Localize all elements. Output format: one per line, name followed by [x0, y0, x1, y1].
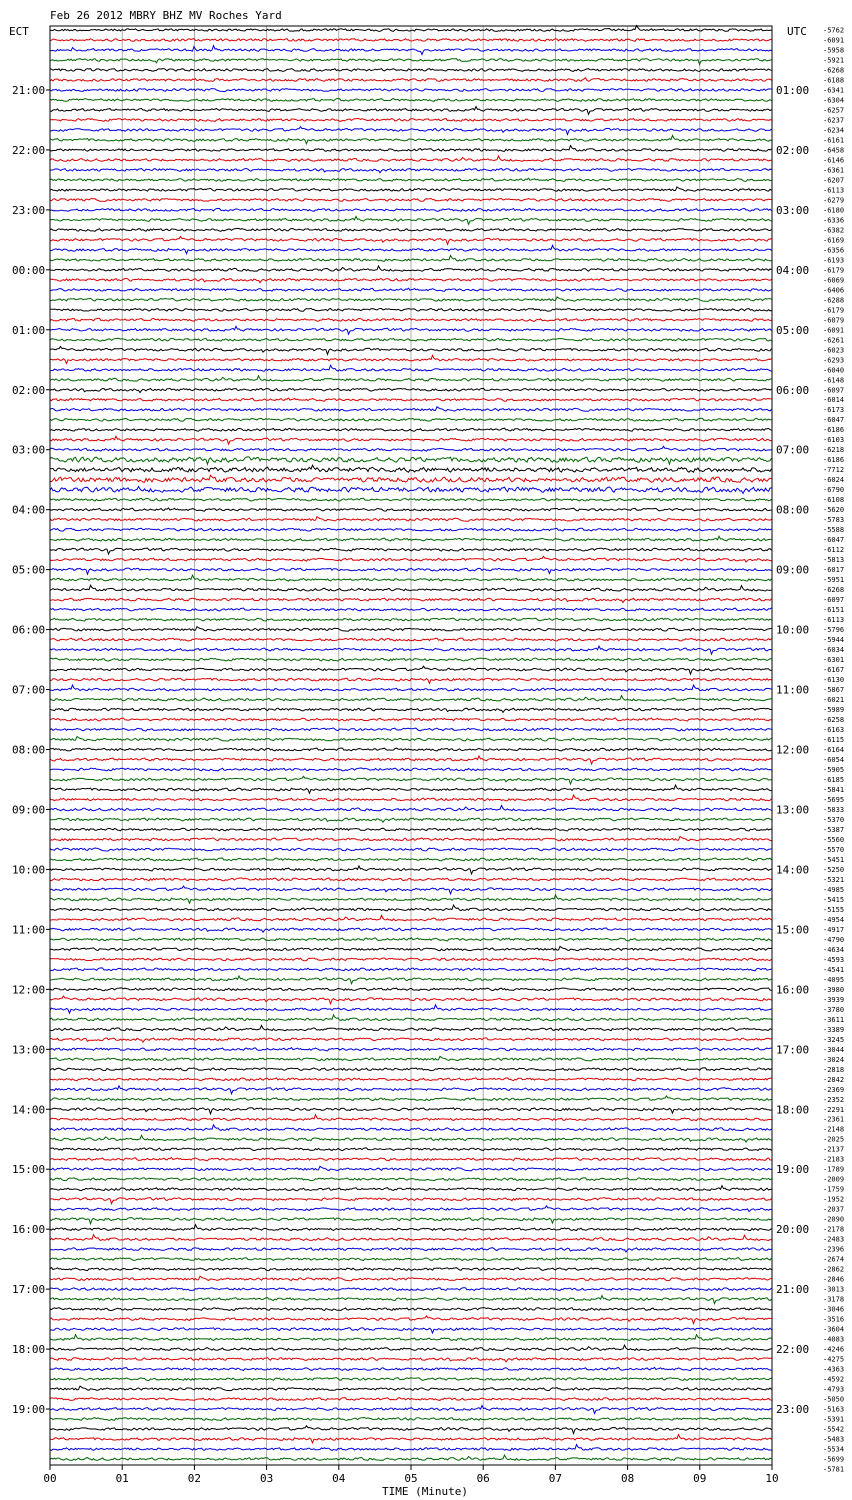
- utc-hour-label: 21:00: [776, 1283, 810, 1297]
- ect-hour-label: 05:00: [12, 563, 46, 577]
- trace-offset-label: -3046: [823, 1305, 845, 1314]
- trace-offset-label: -6097: [823, 386, 845, 395]
- trace-offset-label: -6040: [823, 366, 845, 375]
- trace-offset-label: -4985: [823, 885, 845, 894]
- utc-hour-label: 16:00: [776, 983, 810, 997]
- ect-hour-label: 22:00: [12, 143, 46, 157]
- trace-offset-label: -4363: [823, 1365, 845, 1374]
- trace-offset-label: -6179: [823, 306, 845, 315]
- trace-offset-label: -2862: [823, 1265, 845, 1274]
- trace-offset-label: -6024: [823, 476, 845, 485]
- trace-offset-label: -6207: [823, 176, 845, 185]
- ect-hour-label: 14:00: [12, 1103, 46, 1117]
- trace-offset-label: -5542: [823, 1425, 845, 1434]
- trace-offset-label: -3044: [823, 1045, 845, 1054]
- trace-offset-label: -6164: [823, 746, 845, 754]
- trace-offset-label: -5050: [823, 1395, 845, 1404]
- ect-hour-label: 12:00: [12, 983, 46, 997]
- trace-offset-label: -6790: [823, 486, 845, 495]
- trace-offset-label: -1952: [823, 1195, 845, 1204]
- utc-hour-label: 22:00: [776, 1343, 810, 1357]
- utc-hour-label: 09:00: [776, 563, 810, 577]
- trace-offset-label: -6034: [823, 646, 845, 655]
- trace-offset-label: -2483: [823, 1235, 845, 1244]
- trace-offset-label: -5958: [823, 46, 845, 55]
- trace-offset-label: -2842: [823, 1075, 845, 1084]
- ect-hour-label: 18:00: [12, 1343, 46, 1357]
- trace-offset-label: -6169: [823, 236, 845, 245]
- trace-offset-label: -2291: [823, 1105, 845, 1114]
- trace-offset-label: -6185: [823, 775, 845, 784]
- trace-offset-label: -6148: [823, 376, 845, 385]
- utc-hour-label: 17:00: [776, 1043, 810, 1057]
- trace-offset-label: -1759: [823, 1185, 845, 1194]
- x-tick-label: 05: [404, 1472, 418, 1485]
- trace-offset-label: -2396: [823, 1245, 845, 1254]
- trace-offset-label: -5163: [823, 1405, 845, 1414]
- trace-offset-label: -6021: [823, 696, 845, 705]
- trace-offset-label: -5944: [823, 636, 845, 645]
- trace-offset-label: -6356: [823, 246, 845, 255]
- utc-hour-label: 11:00: [776, 683, 810, 697]
- trace-offset-label: -6361: [823, 166, 845, 175]
- trace-offset-label: -6069: [823, 276, 845, 285]
- trace-offset-label: -5699: [823, 1455, 845, 1464]
- utc-hour-label: 01:00: [776, 83, 810, 97]
- trace-offset-label: -6017: [823, 566, 845, 575]
- trace-offset-label: -4917: [823, 925, 845, 934]
- trace-offset-label: -6023: [823, 346, 845, 355]
- trace-offset-label: -3780: [823, 1005, 845, 1014]
- ect-hour-label: 11:00: [12, 923, 46, 937]
- trace-offset-label: -4095: [823, 975, 845, 984]
- ect-hour-label: 01:00: [12, 323, 46, 337]
- utc-hour-label: 18:00: [776, 1103, 810, 1117]
- trace-offset-label: -2846: [823, 1275, 845, 1284]
- utc-hour-label: 03:00: [776, 203, 810, 217]
- trace-offset-label: -3939: [823, 995, 845, 1004]
- trace-offset-label: -2361: [823, 1115, 845, 1124]
- trace-offset-label: -6112: [823, 546, 845, 555]
- trace-offset-label: -2178: [823, 1225, 845, 1234]
- ect-hour-label: 15:00: [12, 1163, 46, 1177]
- trace-offset-label: -5588: [823, 526, 845, 535]
- trace-offset-label: -5783: [823, 516, 845, 525]
- trace-offset-label: -4793: [823, 1385, 845, 1394]
- ect-hour-label: 08:00: [12, 743, 46, 757]
- utc-hour-label: 20:00: [776, 1223, 810, 1237]
- trace-offset-label: -6257: [823, 106, 845, 115]
- trace-offset-label: -6336: [823, 216, 845, 225]
- trace-offset-label: -6091: [823, 326, 845, 335]
- trace-offset-label: -6304: [823, 96, 845, 105]
- trace-offset-label: -6179: [823, 266, 845, 275]
- trace-offset-label: -3611: [823, 1015, 845, 1024]
- trace-offset-label: -4592: [823, 1375, 845, 1384]
- trace-offset-label: -6258: [823, 716, 845, 725]
- trace-offset-label: -6261: [823, 336, 845, 345]
- trace-offset-label: -3604: [823, 1325, 845, 1334]
- trace-offset-label: -6234: [823, 126, 845, 135]
- trace-offset-label: -6188: [823, 76, 845, 85]
- trace-offset-label: -4246: [823, 1345, 845, 1354]
- trace-offset-label: -5695: [823, 795, 845, 804]
- trace-offset-label: -5387: [823, 825, 845, 834]
- trace-offset-label: -5370: [823, 815, 845, 824]
- trace-offset-label: -6103: [823, 436, 845, 445]
- trace-offset-label: -5483: [823, 1435, 845, 1444]
- x-tick-label: 04: [332, 1472, 346, 1485]
- trace-offset-label: -6301: [823, 656, 845, 665]
- ect-hour-label: 09:00: [12, 803, 46, 817]
- utc-hour-label: 05:00: [776, 323, 810, 337]
- x-axis-label: TIME (Minute): [381, 1485, 469, 1498]
- trace-offset-label: -6218: [823, 446, 845, 455]
- x-tick-label: 06: [476, 1472, 490, 1485]
- trace-offset-label: -3013: [823, 1285, 845, 1294]
- trace-offset-label: -2009: [823, 1175, 845, 1184]
- trace-offset-label: -2148: [823, 1125, 845, 1134]
- trace-offset-label: -6054: [823, 755, 845, 764]
- trace-offset-label: -6293: [823, 356, 845, 365]
- x-tick-label: 02: [187, 1472, 202, 1485]
- trace-offset-label: -6097: [823, 596, 845, 605]
- trace-offset-label: -2674: [823, 1255, 845, 1264]
- trace-offset-label: -3024: [823, 1055, 845, 1064]
- trace-offset-label: -5921: [823, 56, 845, 65]
- trace-offset-label: -5905: [823, 765, 845, 774]
- trace-offset-label: -5989: [823, 706, 845, 715]
- trace-offset-label: -4790: [823, 935, 845, 944]
- ect-hour-label: 07:00: [12, 683, 46, 697]
- trace-offset-label: -5415: [823, 895, 845, 904]
- trace-offset-label: -3389: [823, 1025, 845, 1034]
- trace-offset-label: -6341: [823, 86, 845, 95]
- trace-offset-label: -5781: [823, 1465, 845, 1474]
- trace-offset-label: -5833: [823, 805, 845, 814]
- trace-offset-label: -6186: [823, 456, 845, 465]
- x-tick-label: 00: [43, 1472, 57, 1485]
- ect-hour-label: 00:00: [12, 263, 46, 277]
- trace-offset-label: -6180: [823, 206, 845, 215]
- trace-offset-label: -6047: [823, 536, 845, 545]
- x-tick-label: 01: [115, 1472, 129, 1485]
- trace-offset-label: -2025: [823, 1135, 845, 1144]
- trace-offset-label: -6382: [823, 226, 845, 235]
- trace-offset-label: -4634: [823, 945, 845, 954]
- ect-hour-label: 03:00: [12, 443, 46, 457]
- trace-offset-label: -6163: [823, 726, 845, 735]
- trace-offset-label: -6115: [823, 736, 845, 745]
- trace-offset-label: -2183: [823, 1155, 845, 1164]
- trace-offset-label: -7712: [823, 466, 845, 475]
- ect-hour-label: 06:00: [12, 623, 46, 637]
- trace-offset-label: -3516: [823, 1315, 845, 1324]
- trace-offset-label: -5951: [823, 576, 845, 585]
- ect-hour-label: 13:00: [12, 1043, 46, 1057]
- trace-offset-label: -6186: [823, 426, 845, 435]
- trace-offset-label: -6113: [823, 186, 845, 195]
- trace-offset-labels: [823, 27, 844, 1474]
- utc-hour-label: 13:00: [776, 803, 810, 817]
- ect-hour-label: 16:00: [12, 1223, 46, 1237]
- trace-offset-label: -6406: [823, 286, 845, 295]
- trace-offset-label: -2037: [823, 1205, 845, 1214]
- trace-offset-label: -5813: [823, 556, 845, 565]
- trace-offset-label: -6279: [823, 196, 845, 205]
- x-tick-label: 08: [620, 1472, 635, 1485]
- right-axis-label: UTC: [787, 25, 807, 38]
- trace-offset-label: -1789: [823, 1165, 845, 1174]
- utc-hour-label: 15:00: [776, 923, 810, 937]
- trace-offset-label: -5620: [823, 506, 845, 515]
- trace-offset-label: -2090: [823, 1215, 845, 1224]
- trace-offset-label: -6237: [823, 116, 845, 125]
- trace-offset-label: -6161: [823, 136, 845, 145]
- ect-hour-label: 17:00: [12, 1283, 46, 1297]
- ect-hour-label: 21:00: [12, 83, 46, 97]
- trace-offset-label: -4593: [823, 955, 845, 964]
- trace-offset-label: -6047: [823, 416, 845, 425]
- trace-offset-label: -3245: [823, 1035, 845, 1044]
- trace-offset-label: -5534: [823, 1445, 845, 1454]
- trace-offset-label: -3178: [823, 1295, 845, 1304]
- utc-hour-labels: [776, 84, 809, 1416]
- trace-offset-label: -5250: [823, 865, 845, 874]
- trace-offset-label: -5560: [823, 835, 845, 844]
- utc-hour-label: 02:00: [776, 143, 810, 157]
- trace-offset-label: -6193: [823, 256, 845, 265]
- trace-offset-label: -6151: [823, 606, 845, 615]
- trace-offset-label: -6268: [823, 66, 845, 75]
- x-tick-label: 10: [765, 1472, 779, 1485]
- trace-offset-label: -6458: [823, 146, 845, 155]
- utc-hour-label: 23:00: [776, 1403, 810, 1417]
- trace-offset-label: -6130: [823, 676, 845, 685]
- utc-hour-label: 10:00: [776, 623, 810, 637]
- x-tick-label: 09: [693, 1472, 707, 1485]
- chart-title: Feb 26 2012 MBRY BHZ MV Roches Yard: [50, 9, 282, 22]
- trace-offset-label: -5451: [823, 855, 845, 864]
- trace-offset-label: -5391: [823, 1415, 845, 1424]
- trace-offset-label: -3980: [823, 985, 845, 994]
- trace-offset-label: -5321: [823, 875, 845, 884]
- ect-hour-label: 10:00: [12, 863, 46, 877]
- trace-offset-label: -5155: [823, 905, 845, 914]
- utc-hour-label: 08:00: [776, 503, 810, 517]
- trace-offset-label: -6268: [823, 586, 845, 595]
- trace-offset-label: -6014: [823, 396, 845, 405]
- trace-offset-label: -6167: [823, 666, 845, 675]
- trace-offset-label: -5841: [823, 785, 845, 794]
- trace-offset-label: -5762: [823, 26, 845, 35]
- trace-offset-label: -2818: [823, 1065, 845, 1074]
- trace-offset-label: -4954: [823, 915, 845, 924]
- trace-offset-label: -2352: [823, 1095, 845, 1104]
- trace-offset-label: -6146: [823, 156, 845, 165]
- trace-offset-label: -2369: [823, 1085, 845, 1094]
- trace-offset-label: -6091: [823, 36, 845, 45]
- ect-hour-label: 23:00: [12, 203, 46, 217]
- left-axis-label: ECT: [9, 25, 29, 38]
- trace-offset-label: -5867: [823, 686, 845, 695]
- trace-offset-label: -6173: [823, 406, 845, 415]
- trace-offset-label: -6113: [823, 616, 845, 625]
- trace-offset-label: -5796: [823, 626, 845, 635]
- ect-hour-label: 19:00: [12, 1403, 46, 1417]
- trace-offset-label: -4275: [823, 1355, 845, 1364]
- utc-hour-label: 04:00: [776, 263, 810, 277]
- trace-offset-label: -4083: [823, 1335, 845, 1344]
- trace-offset-label: -6108: [823, 496, 845, 505]
- ect-hour-label: 04:00: [12, 503, 46, 517]
- x-tick-label: 07: [548, 1472, 563, 1485]
- utc-hour-label: 19:00: [776, 1163, 810, 1177]
- ect-hour-labels: [12, 84, 50, 1416]
- x-tick-label: 03: [259, 1472, 274, 1485]
- utc-hour-label: 12:00: [776, 743, 810, 757]
- trace-offset-label: -4541: [823, 965, 845, 974]
- ect-hour-label: 02:00: [12, 383, 46, 397]
- utc-hour-label: 14:00: [776, 863, 810, 877]
- x-axis-ticks: [43, 1465, 778, 1485]
- trace-offset-label: -2137: [823, 1145, 845, 1154]
- utc-hour-label: 06:00: [776, 383, 810, 397]
- utc-hour-label: 07:00: [776, 443, 810, 457]
- trace-offset-label: -6288: [823, 296, 845, 305]
- trace-offset-label: -6079: [823, 316, 845, 325]
- trace-offset-label: -5570: [823, 845, 845, 854]
